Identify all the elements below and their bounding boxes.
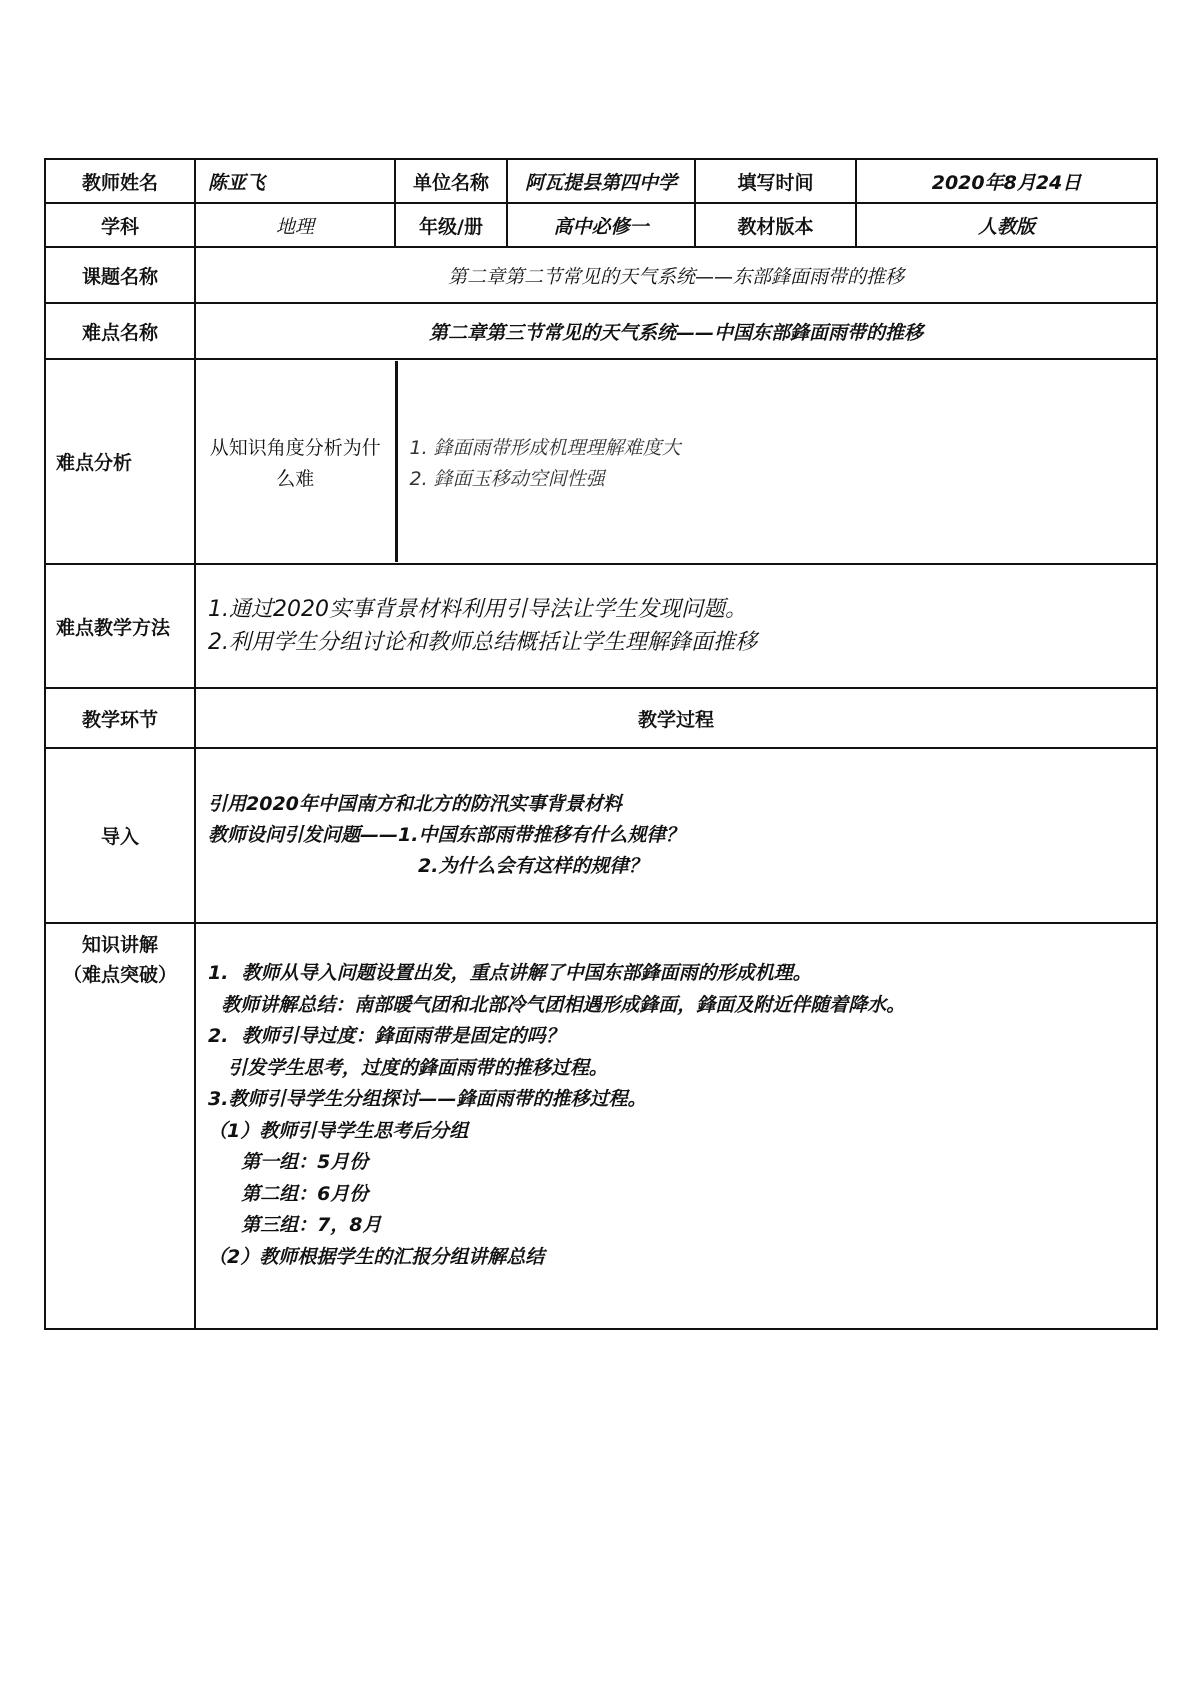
method-label: 难点教学方法	[45, 564, 195, 688]
difficulty-value: 第二章第三节常见的天气系统——中国东部鋒面雨带的推移	[195, 303, 1157, 359]
analysis-item: 2. 鋒面玉移动空间性强	[409, 468, 605, 490]
teacher-label: 教师姓名	[45, 159, 195, 203]
knowledge-line: （2）教师根据学生的汇报分组讲解总结	[208, 1245, 545, 1268]
textbook-label: 教材版本	[695, 203, 856, 247]
topic-value: 第二章第二节常见的天气系统——东部鋒面雨带的推移	[195, 247, 1157, 303]
analysis-inner	[196, 361, 1156, 562]
lesson-plan-form	[44, 158, 1156, 1330]
subject-label: 学科	[45, 203, 195, 247]
process-label: 教学环节	[45, 688, 195, 748]
knowledge-line: 教师讲解总结：南部暖气团和北部冷气团相遇形成鋒面，鋒面及附近伴随着降水。	[208, 993, 906, 1016]
row-subject	[45, 203, 1157, 247]
knowledge-line: 第二组：6月份	[208, 1182, 369, 1205]
date-label: 填写时间	[695, 159, 856, 203]
date-value: 2020年8月24日	[856, 159, 1157, 203]
grade-value: 高中必修一	[507, 203, 695, 247]
knowledge-line: 引发学生思考，过度的鋒面雨带的推移过程。	[208, 1056, 608, 1079]
intro-line: 教师设问引发问题——1.中国东部雨带推移有什么规律？	[208, 824, 685, 846]
intro-label: 导入	[45, 748, 195, 923]
knowledge-line: 第一组：5月份	[208, 1151, 369, 1173]
knowledge-line: 第三组：7，8月	[208, 1214, 382, 1236]
knowledge-label-line1: 知识讲解	[81, 934, 158, 956]
row-analysis	[45, 359, 1157, 564]
intro-lines	[195, 748, 1157, 923]
analysis-items	[396, 361, 1156, 562]
intro-line: 引用2020年中国南方和北方的防汛实事背景材料	[208, 793, 622, 815]
topic-label: 课题名称	[45, 247, 195, 303]
subject-value: 地理	[195, 203, 395, 247]
analysis-cell	[195, 359, 1157, 564]
method-lines	[195, 564, 1157, 688]
lesson-plan-table	[44, 158, 1158, 1330]
grade-label: 年级/册	[395, 203, 507, 247]
process-value: 教学过程	[195, 688, 1157, 748]
row-teacher	[45, 159, 1157, 203]
knowledge-lines	[195, 923, 1157, 1329]
knowledge-line: （1）教师引导学生思考后分组	[208, 1119, 469, 1142]
analysis-item: 1. 鋒面雨带形成机理理解难度大	[409, 437, 681, 459]
textbook-value: 人教版	[856, 203, 1157, 247]
unit-value: 阿瓦提县第四中学	[507, 159, 695, 203]
row-knowledge	[45, 923, 1157, 1329]
row-method	[45, 564, 1157, 688]
row-difficulty	[45, 303, 1157, 359]
knowledge-line: 2. 教师引导过度：鋒面雨带是固定的吗？	[208, 1025, 565, 1047]
difficulty-label: 难点名称	[45, 303, 195, 359]
row-topic	[45, 247, 1157, 303]
knowledge-label-line2: （难点突破）	[62, 964, 177, 986]
knowledge-line: 3.教师引导学生分组探讨——鋒面雨带的推移过程。	[208, 1088, 647, 1110]
knowledge-line: 1. 教师从导入问题设置出发，重点讲解了中国东部鋒面雨的形成机理。	[208, 962, 812, 984]
intro-line: 2.为什么会有这样的规律？	[418, 855, 648, 877]
method-line: 2.利用学生分组讨论和教师总结概括让学生理解鋒面推移	[208, 630, 757, 655]
row-process-header	[45, 688, 1157, 748]
analysis-label: 难点分析	[45, 359, 195, 564]
analysis-sub-label: 从知识角度分析为什么难	[209, 437, 381, 490]
teacher-value: 陈亚飞	[195, 159, 395, 203]
knowledge-label	[45, 923, 195, 1329]
unit-label: 单位名称	[395, 159, 507, 203]
row-intro	[45, 748, 1157, 923]
method-line: 1.通过2020实事背景材料利用引导法让学生发现问题。	[208, 597, 747, 622]
